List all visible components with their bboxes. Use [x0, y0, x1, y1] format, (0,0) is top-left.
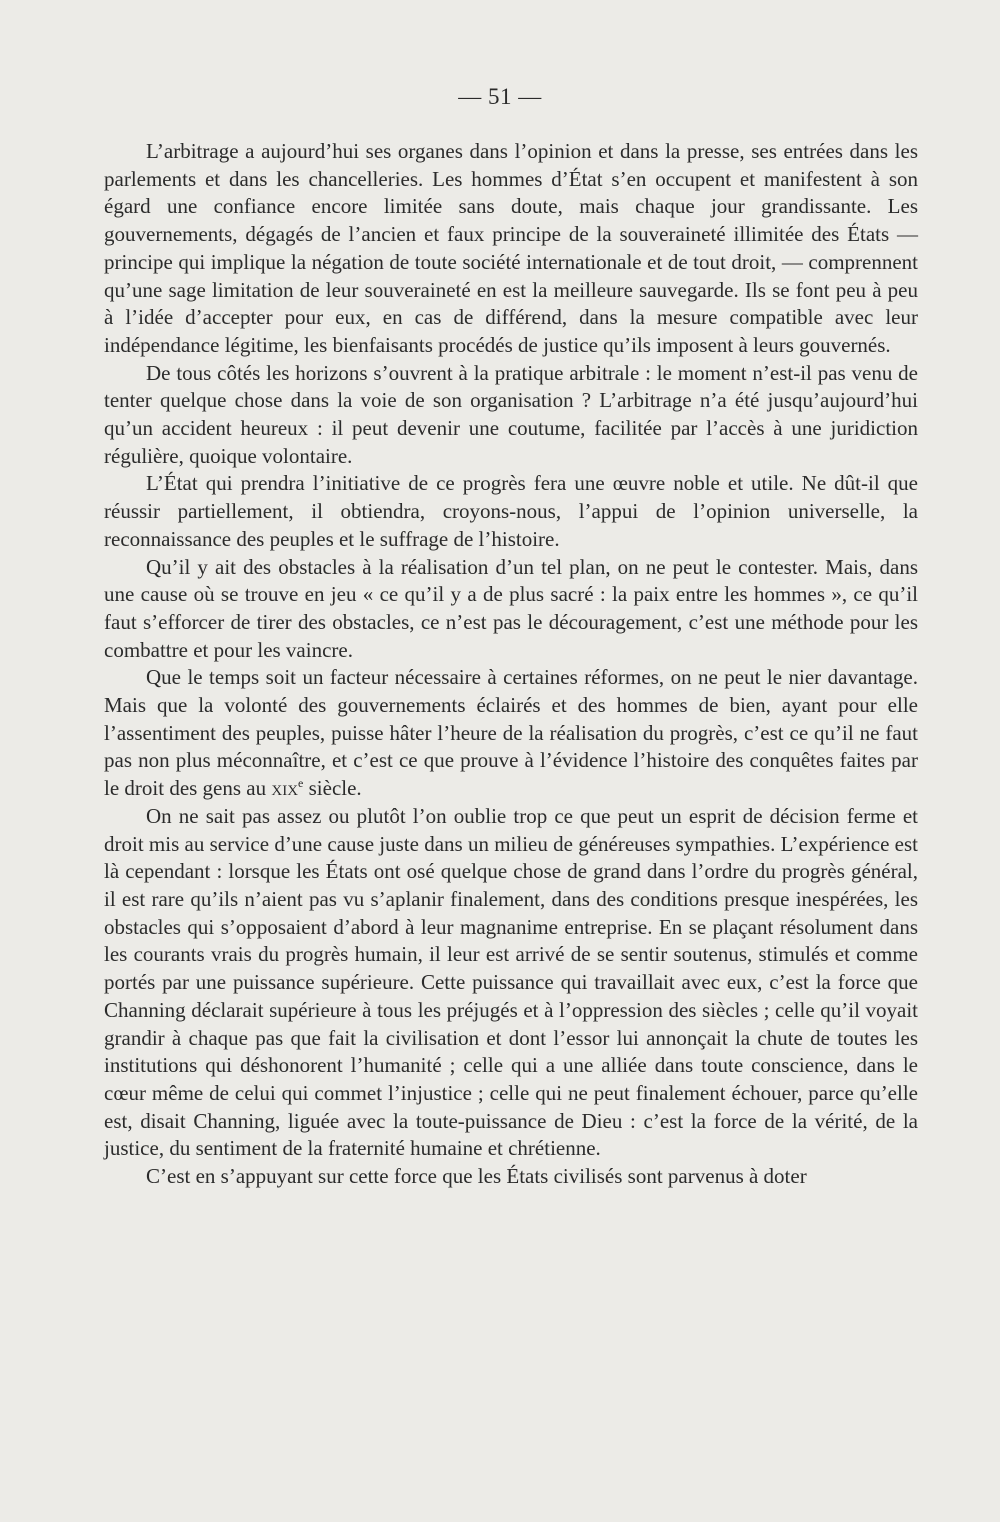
paragraph-2: De tous côtés les horizons s’ouvrent à la pratique arbitrale : le moment n’est-il pas venu de tenter quelque chose dans la voie de son organisation ? L’arbitrage n’a été jusqu’aujourd’hui qu’un accident heureux : il peut devenir une coutume, facilitée par l’accès à une juridiction régulière, quoique volontaire. [104, 360, 918, 468]
century-superscript: e [298, 776, 304, 791]
paragraph-7: C’est en s’appuyant sur cette force que les États civilisés sont parvenus à doter [146, 1164, 807, 1189]
body-text [104, 138, 918, 1191]
paragraph-5-text: Que le temps soit un facteur nécessaire à certaines réformes, on ne peut le nier davantage. Mais que la volonté des gouvernements éclairés et des hommes de bien, ayant pour elle l’assentiment des peuples, puisse hâter l’heure de la réalisation du progrès, c’est ce qu’il ne faut pas non plus méconnaître, et c’est ce que prouve à l’évidence l’histoire des conquêtes faites par le droit des gens au [104, 665, 918, 801]
paragraph-4: Qu’il y ait des obstacles à la réalisation d’un tel plan, on ne peut le contester. Mais, dans une cause où se trouve en jeu « ce qu’il y a de plus sacré : la paix entre les hommes », ce qu’il faut s’efforcer de tirer des obstacles, ce n’est pas le découragement, c’est une méthode pour les combattre et pour les vaincre. [104, 554, 918, 662]
paragraph-5 [104, 664, 918, 803]
paragraph-1: L’arbitrage a aujourd’hui ses organes dans l’opinion et dans la presse, ses entrées dans les parlements et dans les chancelleries. Les hommes d’État s’en occupent et manifestent à son égard une confiance encore limitée sans doute, mais chaque jour grandissante. Les gouvernements, dégagés de l’ancien et faux principe de la souveraineté illimitée des États — principe qui implique la négation de toute société internationale et de tout droit, — comprennent qu’une sage limitation de leur souveraineté en est la meilleure sauvegarde. Ils se font peu à peu à l’idée d’accepter pour eux, en cas de différend, dans la mesure compatible avec leur indépendance légitime, les bienfaisants procédés de justice qu’ils imposent à leurs gouvernés. [104, 139, 918, 357]
paragraph-5-end: siècle. [303, 776, 362, 801]
paragraph-6: On ne sait pas assez ou plutôt l’on oublie trop ce que peut un esprit de décision ferme et droit mis au service d’une cause juste dans un milieu de généreuses sympathies. L’expérience est là cependant : lorsque les États ont osé quelque chose de grand dans l’ordre du progrès général, il est rare qu’ils n’aient pas vu s’aplanir finalement, dans des conditions presque inespérées, les obstacles qui s’opposaient d’abord à leur magnanime entreprise. En se plaçant résolument dans les courants vrais du progrès humain, il leur est arrivé de se sentir soutenus, stimulés et comme portés par une puissance supérieure. Cette puissance qui travaillait avec eux, c’est la force que Channing déclarait supérieure à tous les préjugés et à l’oppression des siècles ; celle qu’il voyait grandir à chaque pas que fait la civilisation et dont l’essor lui annonçait la chute de toutes les institutions qui déshonorent l’humanité ; celle qui a une alliée dans toute conscience, dans le cœur même de celui qui commet l’injustice ; celle qui ne peut finalement échouer, parce qu’elle est, disait Channing, liguée avec la toute-puissance de Dieu : c’est la force de la vérité, de la justice, du sentiment de la fraternité humaine et chrétienne. [104, 803, 918, 1161]
century-numeral: xix [271, 776, 299, 801]
paragraph-3: L’État qui prendra l’initiative de ce progrès fera une œuvre noble et utile. Ne dût-il que réussir partiellement, il obtiendra, croyons-nous, l’appui de l’opinion universelle, la reconnaissance des peuples et le suffrage de l’histoire. [104, 471, 918, 551]
page-number: — 51 — [458, 84, 542, 109]
